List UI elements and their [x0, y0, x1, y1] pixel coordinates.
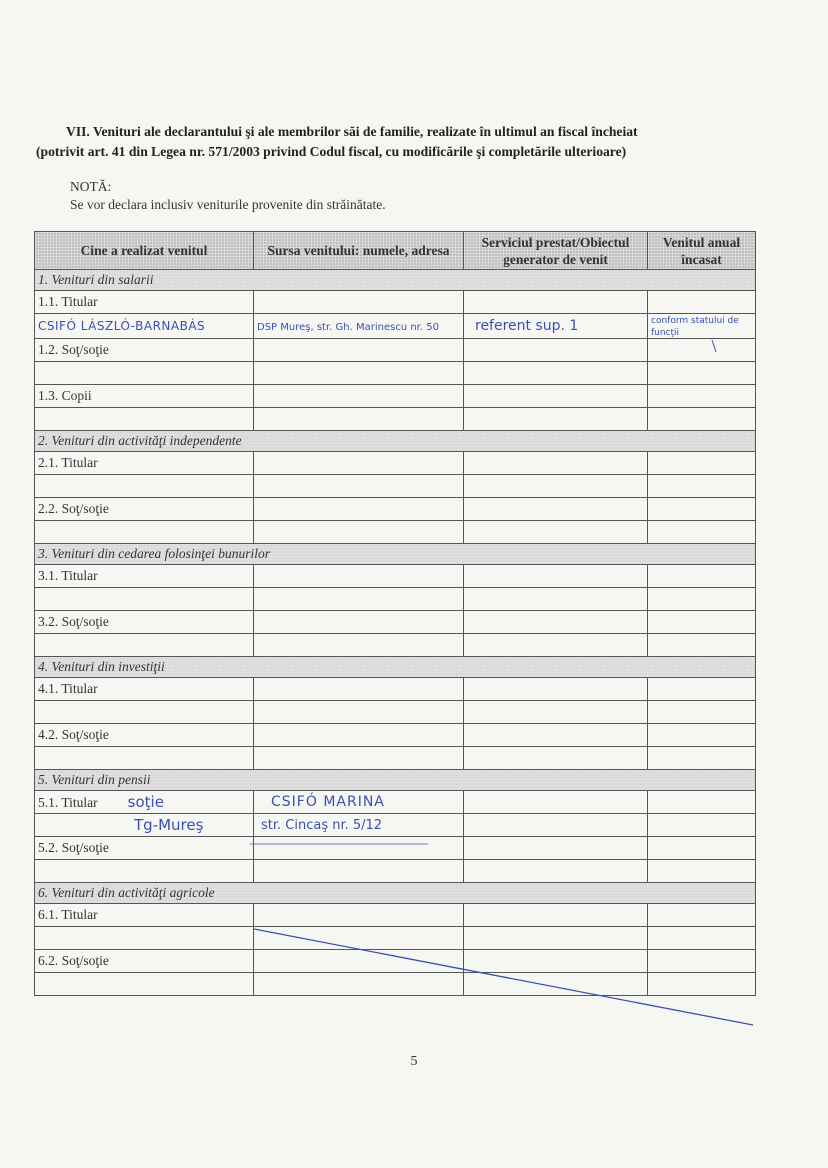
table-row: [35, 565, 756, 588]
salary-amount: conform statului de funcţii: [651, 316, 739, 338]
table-row: [35, 950, 756, 973]
pension-relation: soţie: [127, 793, 164, 811]
section-row-agricultural: [35, 883, 756, 904]
page-number: 5: [410, 1054, 418, 1069]
pension-city: Tg-Mureş: [134, 816, 204, 834]
header-who: Cine a realizat venitul: [35, 232, 254, 270]
row-label: 1.2. Soţ/soţie: [35, 339, 254, 362]
table-row: [35, 291, 756, 314]
header-service: Serviciul prestat/Obiectul generator de venit: [464, 232, 648, 270]
table-row: [35, 314, 756, 339]
table-row: [35, 611, 756, 634]
section-heading: [36, 122, 792, 162]
section-row-investments: [35, 657, 756, 678]
table-row: [35, 927, 756, 950]
section-row-pensions: [35, 770, 756, 791]
income-table: [34, 231, 756, 996]
table-row: [35, 904, 756, 927]
row-label: 4.1. Titular: [35, 678, 254, 701]
table-row: [35, 339, 756, 362]
salary-holder-name: CSIFÓ LÁSZLÓ-BARNABÁS: [38, 319, 206, 333]
row-label: 1.3. Copii: [35, 385, 254, 408]
pension-name: CSIFÓ MARINA: [271, 794, 385, 810]
table-row: [35, 701, 756, 724]
table-row: [35, 860, 756, 883]
row-label: 3.1. Titular: [35, 565, 254, 588]
table-row: [35, 408, 756, 431]
table-row: [35, 747, 756, 770]
salary-service: referent sup. 1: [475, 318, 579, 334]
table-row: [35, 521, 756, 544]
row-label: 5.2. Soţ/soţie: [35, 837, 254, 860]
section-row-salaries: [35, 270, 756, 291]
table-row: [35, 475, 756, 498]
row-label: 6.1. Titular: [35, 904, 254, 927]
note-label: NOTĂ:: [70, 179, 112, 194]
table-row: [35, 385, 756, 408]
table-row: [35, 837, 756, 860]
section-title: 4. Venituri din investiţii: [35, 657, 756, 678]
section-row-property-use: [35, 544, 756, 565]
heading-line-2: (potrivit art. 41 din Legea nr. 571/2003 privind Codul fiscal, cu modificările şi completările ulterioare): [36, 144, 627, 159]
table-row: [35, 452, 756, 475]
table-row: [35, 634, 756, 657]
table-row: [35, 588, 756, 611]
section-title: 3. Venituri din cedarea folosinţei bunurilor: [35, 544, 756, 565]
note-text: Se vor declara inclusiv veniturile provenite din străinătate.: [70, 197, 386, 212]
row-label: 6.2. Soţ/soţie: [35, 950, 254, 973]
heading-line-1: VII. Venituri ale declarantului şi ale membrilor săi de familie, realizate în ultimul an fiscal încheiat: [66, 124, 638, 139]
row-label: 4.2. Soţ/soţie: [35, 724, 254, 747]
note: [70, 178, 386, 214]
row-label: 1.1. Titular: [35, 291, 254, 314]
section-title: 5. Venituri din pensii: [35, 770, 756, 791]
row-label: 2.1. Titular: [35, 452, 254, 475]
section-title: 6. Venituri din activităţi agricole: [35, 883, 756, 904]
table-row: [35, 791, 756, 814]
row-label: 5.1. Titular: [38, 795, 98, 810]
row-label: 2.2. Soţ/soţie: [35, 498, 254, 521]
row-label: 3.2. Soţ/soţie: [35, 611, 254, 634]
table-row: [35, 724, 756, 747]
section-title: 2. Venituri din activităţi independente: [35, 431, 756, 452]
table-row: [35, 362, 756, 385]
section-row-independent: [35, 431, 756, 452]
table-row: [35, 678, 756, 701]
header-amount: Venitul anual încasat: [648, 232, 756, 270]
table-row: [35, 814, 756, 837]
section-title: 1. Venituri din salarii: [35, 270, 756, 291]
table-header-row: [35, 232, 756, 270]
salary-source: DSP Mureş, str. Gh. Marinescu nr. 50: [257, 322, 439, 333]
pension-address: str. Cincaş nr. 5/12: [261, 818, 383, 833]
table-row: [35, 973, 756, 996]
header-source: Sursa venitului: numele, adresa: [254, 232, 464, 270]
table-row: [35, 498, 756, 521]
